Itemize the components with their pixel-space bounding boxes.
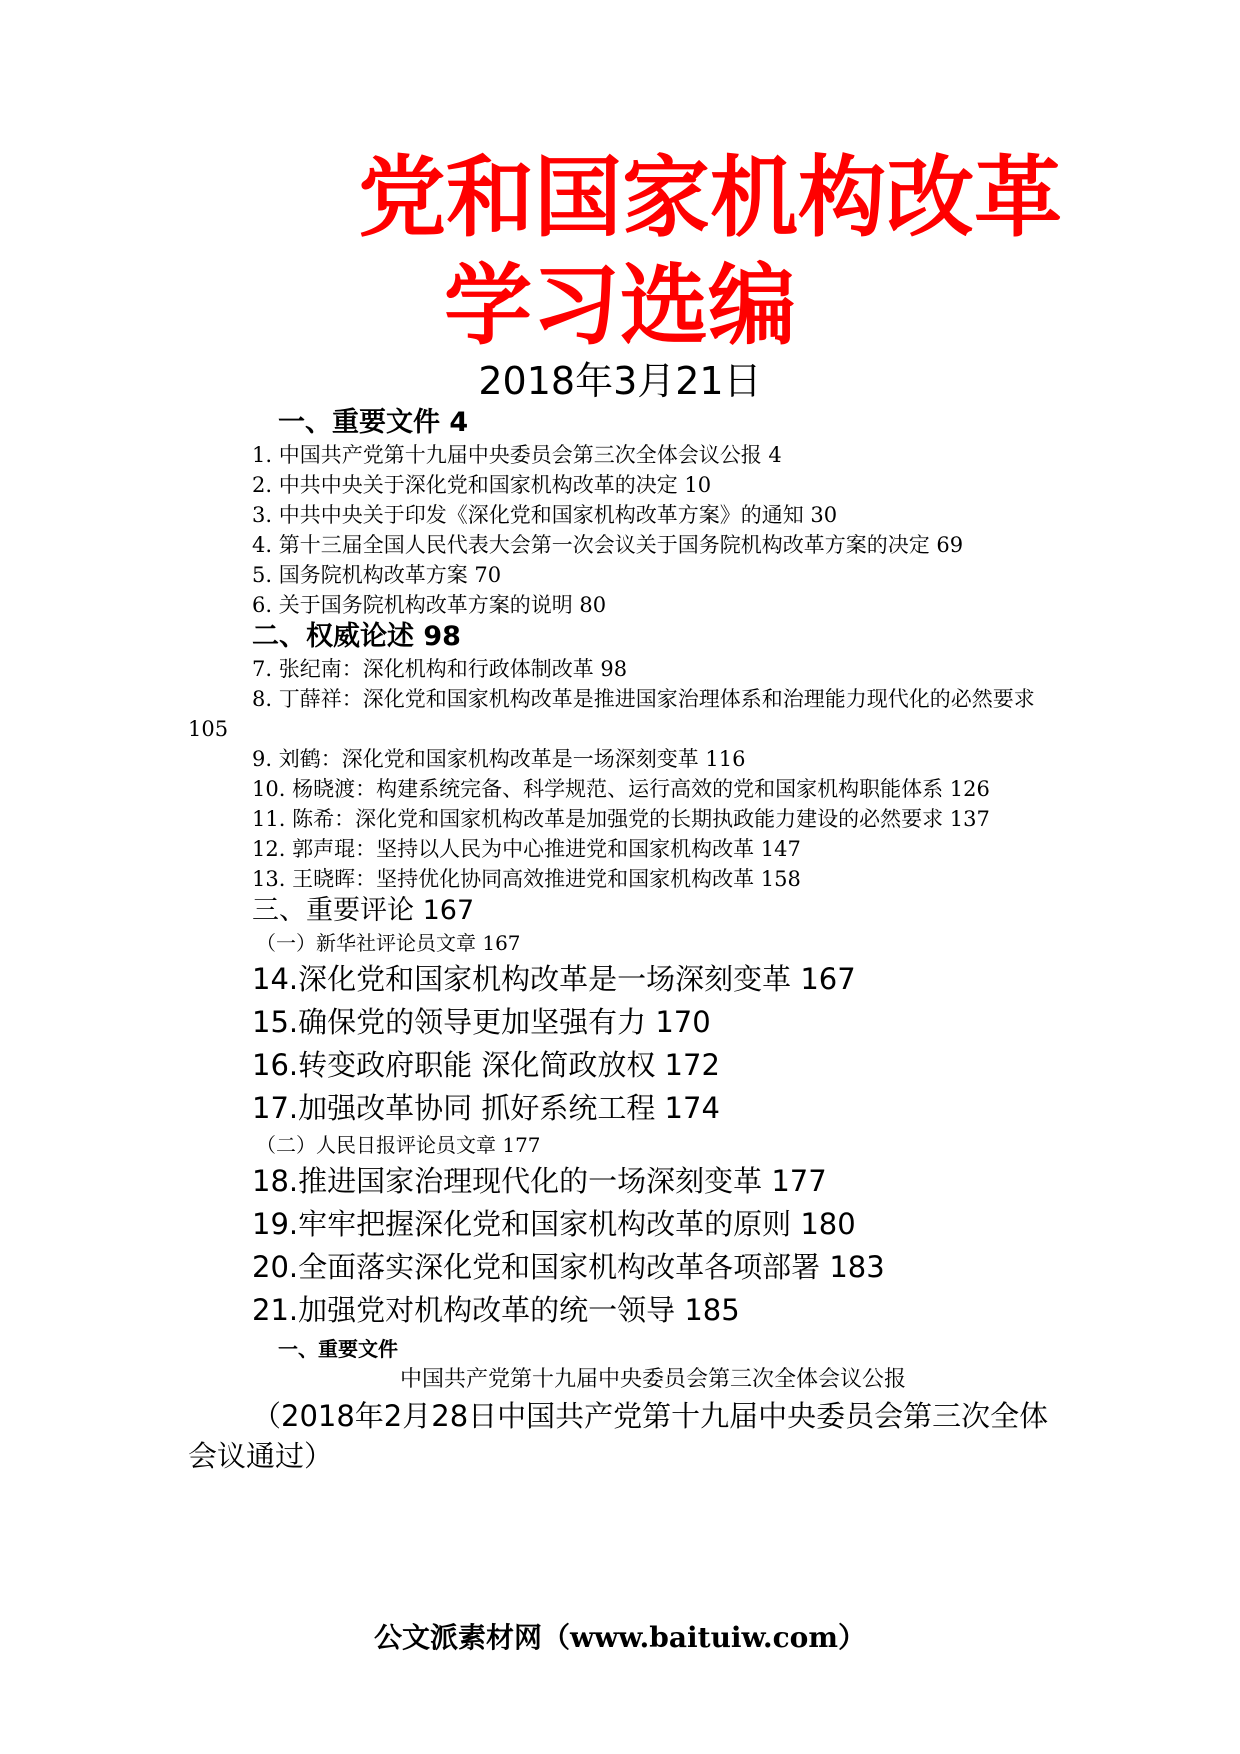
toc-entry: 16.转变政府职能 深化简政放权 172	[252, 1048, 720, 1082]
toc-entry: 2. 中共中央关于深化党和国家机构改革的决定 10	[252, 473, 712, 497]
toc-entry: 14.深化党和国家机构改革是一场深刻变革 167	[252, 962, 856, 996]
body-document-title: 中国共产党第十九届中央委员会第三次全体会议公报	[399, 1367, 906, 1392]
toc-section-heading: 三、重要评论 167	[252, 895, 475, 926]
document-date: 2018年3月21日	[478, 359, 762, 403]
toc-entry: 17.加强改革协同 抓好系统工程 174	[252, 1091, 720, 1125]
toc-entry: 20.全面落实深化党和国家机构改革各项部署 183	[252, 1250, 885, 1284]
toc-entry: 19.牢牢把握深化党和国家机构改革的原则 180	[252, 1207, 856, 1241]
toc-entry: 6. 关于国务院机构改革方案的说明 80	[252, 593, 607, 617]
toc-entry: 13. 王晓晖：坚持优化协同高效推进党和国家机构改革 158	[252, 867, 801, 891]
table-of-contents	[188, 406, 1058, 1476]
toc-entry: 10. 杨晓渡：构建系统完备、科学规范、运行高效的党和国家机构职能体系 126	[252, 777, 990, 801]
document-title-line2: 学习选编	[443, 254, 796, 357]
body-section-heading: 一、重要文件	[278, 1337, 398, 1361]
toc-entry: 12. 郭声琨：坚持以人民为中心推进党和国家机构改革 147	[252, 837, 801, 861]
toc-entry: 15.确保党的领导更加坚强有力 170	[252, 1005, 711, 1039]
toc-subsection-heading: （一）新华社评论员文章 167	[256, 931, 521, 955]
toc-entry: 5. 国务院机构改革方案 70	[252, 563, 502, 587]
toc-entry: 3. 中共中央关于印发《深化党和国家机构改革方案》的通知 30	[252, 503, 838, 527]
body-adoption-note: （2018年2月28日中国共产党第十九届中央委员会第三次全体会议通过）	[188, 1399, 1049, 1473]
toc-section-heading: 一、重要文件 4	[278, 407, 469, 438]
document-title-line1: 党和国家机构改革	[357, 146, 1062, 249]
footer-watermark: 公文派素材网（www.baituiw.com）	[374, 1621, 866, 1654]
toc-section-heading: 二、权威论述 98	[252, 621, 461, 652]
toc-entry: 8. 丁薛祥：深化党和国家机构改革是推进国家治理体系和治理能力现代化的必然要求 105	[188, 687, 1035, 741]
toc-subsection-heading: （二）人民日报评论员文章 177	[256, 1133, 541, 1157]
toc-entry: 21.加强党对机构改革的统一领导 185	[252, 1293, 740, 1327]
toc-entry: 11. 陈希：深化党和国家机构改革是加强党的长期执政能力建设的必然要求 137	[252, 807, 990, 831]
toc-entry: 1. 中国共产党第十九届中央委员会第三次全体会议公报 4	[252, 443, 782, 467]
toc-entry: 7. 张纪南：深化机构和行政体制改革 98	[252, 657, 628, 681]
toc-entry: 9. 刘鹤：深化党和国家机构改革是一场深刻变革 116	[252, 747, 746, 771]
toc-entry: 4. 第十三届全国人民代表大会第一次会议关于国务院机构改革方案的决定 69	[252, 533, 964, 557]
toc-entry: 18.推进国家治理现代化的一场深刻变革 177	[252, 1164, 827, 1198]
